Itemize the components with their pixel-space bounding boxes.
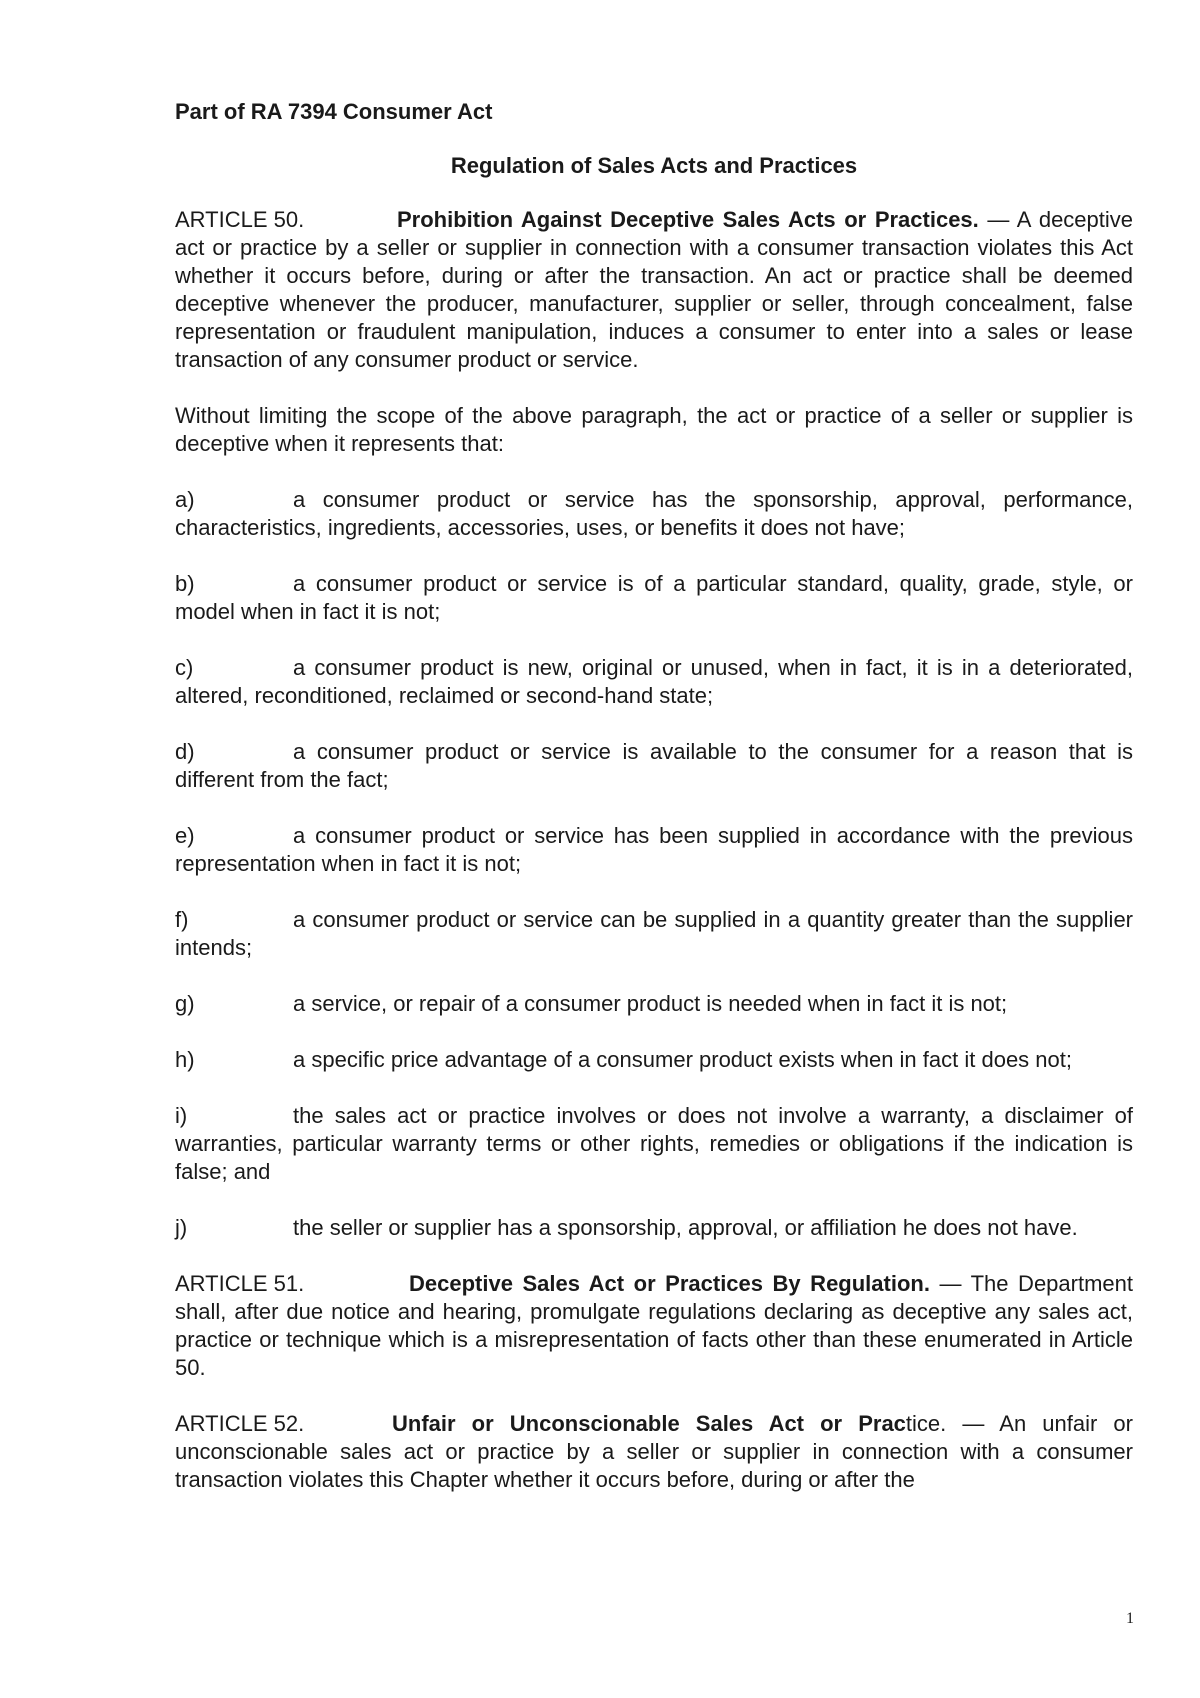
list-item-marker: i) <box>175 1103 188 1128</box>
list-item-marker: f) <box>175 907 189 932</box>
list-item <box>175 654 1133 710</box>
article-51-body: — The Department shall, after due notice and hearing, promulgate regulations declaring as deceptive any sales act, practice or technique which is a misrepresentation of facts other than these enumerated in Article 50. <box>175 1271 1133 1380</box>
list-item-text: a specific price advantage of a consumer product exists when in fact it does not; <box>293 1047 1072 1072</box>
list-item-text: the sales act or practice involves or does not involve a warranty, a disclaimer of warranties, particular warranty terms or other rights, remedies or obligations if the indication is false; and <box>175 1103 1133 1184</box>
list-item-marker: j) <box>175 1215 188 1240</box>
list-item-marker: d) <box>175 739 195 764</box>
list-item <box>175 990 1133 1018</box>
article-52 <box>175 1410 1133 1494</box>
list-item-text: a consumer product or service can be supplied in a quantity greater than the supplier intends; <box>175 907 1133 960</box>
deceptive-representations-list <box>175 486 1133 1242</box>
page-number: 1 <box>1126 1610 1134 1627</box>
list-item <box>175 1214 1133 1242</box>
list-item <box>175 822 1133 878</box>
list-item-marker: c) <box>175 655 194 680</box>
article-50-body: — A deceptive act or practice by a seller or supplier in connection with a consumer transaction violates this Act whether it occurs before, during or after the transaction. An act or practice shall be deemed deceptive whenever the producer, manufacturer, supplier or seller, through concealment, false representation or fraudulent manipulation, induces a consumer to enter into a sales or lease transaction of any consumer product or service. <box>175 207 1134 372</box>
article-51 <box>175 1270 1133 1382</box>
list-item-marker: g) <box>175 991 195 1016</box>
list-item-text: a consumer product or service has the sponsorship, approval, performance, characteristics, ingredients, accessories, uses, or benefits it does not have; <box>175 487 1133 540</box>
list-item-marker: h) <box>175 1047 195 1072</box>
list-item-text: the seller or supplier has a sponsorship, approval, or affiliation he does not have. <box>293 1215 1078 1240</box>
document-subtitle: Regulation of Sales Acts and Practices <box>450 153 858 178</box>
article-50-heading: Prohibition Against Deceptive Sales Acts or Practices. <box>397 207 979 232</box>
list-item-text: a consumer product or service is available to the consumer for a reason that is different from the fact; <box>175 739 1133 792</box>
article-51-number: ARTICLE 51. <box>175 1271 305 1296</box>
article-50 <box>175 206 1133 374</box>
article-52-body: — An unfair or unconscionable sales act or practice by a seller or supplier in connection with a consumer transaction violates this Chapter whether it occurs before, during or after the <box>175 1411 1133 1492</box>
list-item <box>175 906 1133 962</box>
list-item-text: a consumer product is new, original or unused, when in fact, it is in a deteriorated, altered, reconditioned, reclaimed or second-hand state; <box>175 655 1133 708</box>
intro-paragraph: Without limiting the scope of the above paragraph, the act or practice of a seller or supplier is deceptive when it represents that: <box>175 403 1133 456</box>
article-51-heading: Deceptive Sales Act or Practices By Regulation. <box>409 1271 930 1296</box>
list-item <box>175 738 1133 794</box>
article-52-heading: Unfair or Unconscionable Sales Act or Prac <box>392 1411 906 1436</box>
article-52-heading-tail: tice. <box>905 1411 947 1436</box>
article-52-number: ARTICLE 52. <box>175 1411 305 1436</box>
list-item-marker: e) <box>175 823 195 848</box>
list-item <box>175 1046 1133 1074</box>
list-item <box>175 486 1133 542</box>
list-item-text: a consumer product or service is of a particular standard, quality, grade, style, or model when in fact it is not; <box>175 571 1133 624</box>
list-item-text: a consumer product or service has been supplied in accordance with the previous representation when in fact it is not; <box>175 823 1133 876</box>
article-50-number: ARTICLE 50. <box>175 207 305 232</box>
document-page <box>175 98 1133 1522</box>
list-item-marker: b) <box>175 571 195 596</box>
list-item-marker: a) <box>175 487 195 512</box>
list-item <box>175 570 1133 626</box>
list-item <box>175 1102 1133 1186</box>
list-item-text: a service, or repair of a consumer product is needed when in fact it is not; <box>293 991 1008 1016</box>
document-title: Part of RA 7394 Consumer Act <box>175 99 493 124</box>
